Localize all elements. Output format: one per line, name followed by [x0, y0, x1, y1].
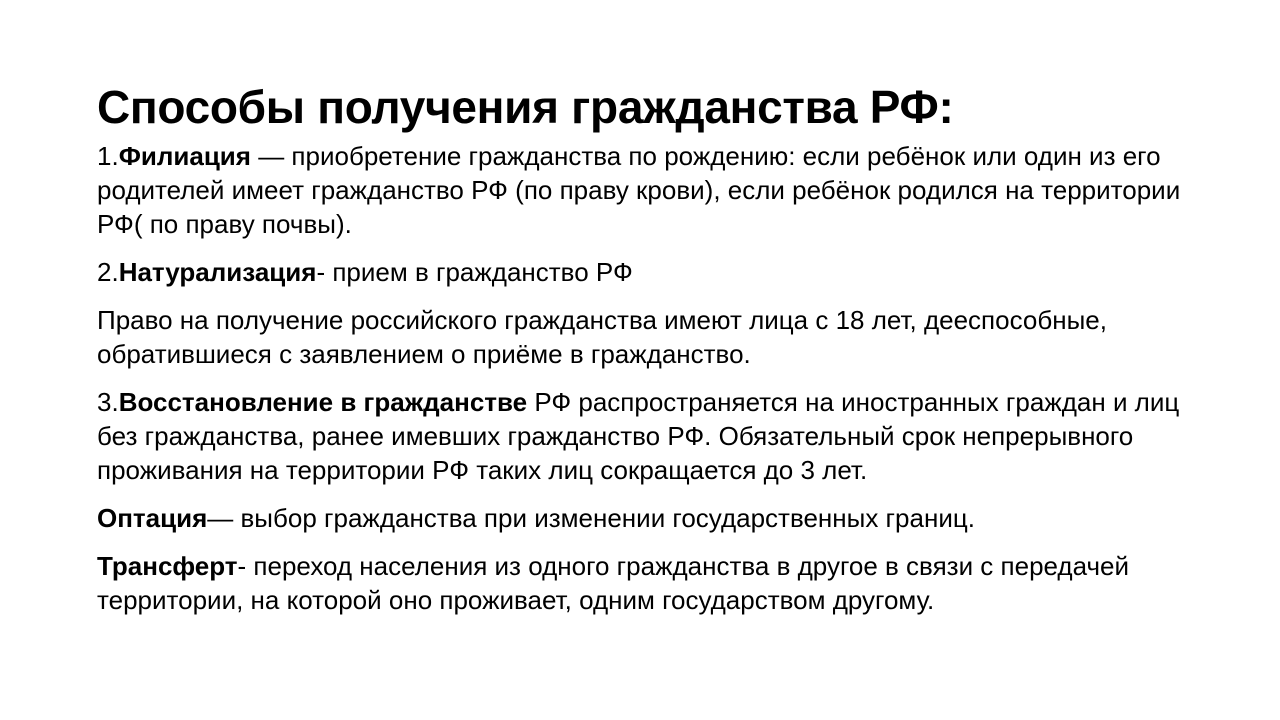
paragraph-eligibility [97, 303, 1187, 371]
paragraph-restoration [97, 385, 1187, 487]
paragraph-number: 3. [97, 387, 119, 418]
term-naturalization: Натурализация [118, 257, 317, 288]
paragraph-text: РФ распространяется на иностранных граждан и лиц без гражданства, ранее имевших гражданство РФ. Обязательный срок непрерывного проживания на территории РФ таких лиц сокращается до 3 лет. [97, 387, 1180, 486]
paragraph-text: — выбор гражданства при изменении государственных границ. [207, 503, 975, 534]
paragraph-optation [97, 501, 1187, 535]
term-optation: Оптация [97, 503, 208, 534]
paragraph-transfer [97, 549, 1187, 617]
slide-title: Способы получения гражданства РФ: [97, 81, 954, 133]
paragraph-text: — приобретение гражданства по рождению: если ребёнок или один из его родителей имеет гражданство РФ (по праву крови), если ребёнок родился на территории РФ( по праву почвы). [97, 141, 1181, 240]
paragraph-number: 2. [97, 257, 119, 288]
term-restoration: Восстановление в гражданстве [118, 387, 528, 418]
term-transfer: Трансферт [97, 551, 238, 582]
paragraph-text: - прием в гражданство РФ [316, 257, 633, 288]
paragraph-text: Право на получение российского гражданства имеют лица с 18 лет, дееспособные, обратившиеся с заявлением о приёме в гражданство. [97, 305, 1107, 370]
paragraph-text: - переход населения из одного гражданства в другое в связи с передачей территории, на которой оно проживает, одним государством другому. [97, 551, 1130, 616]
term-filiation: Филиация [118, 141, 251, 172]
paragraph-number: 1. [97, 141, 119, 172]
paragraph-filiation [97, 139, 1187, 241]
paragraph-naturalization [97, 255, 1187, 289]
slide-content [97, 80, 1187, 631]
